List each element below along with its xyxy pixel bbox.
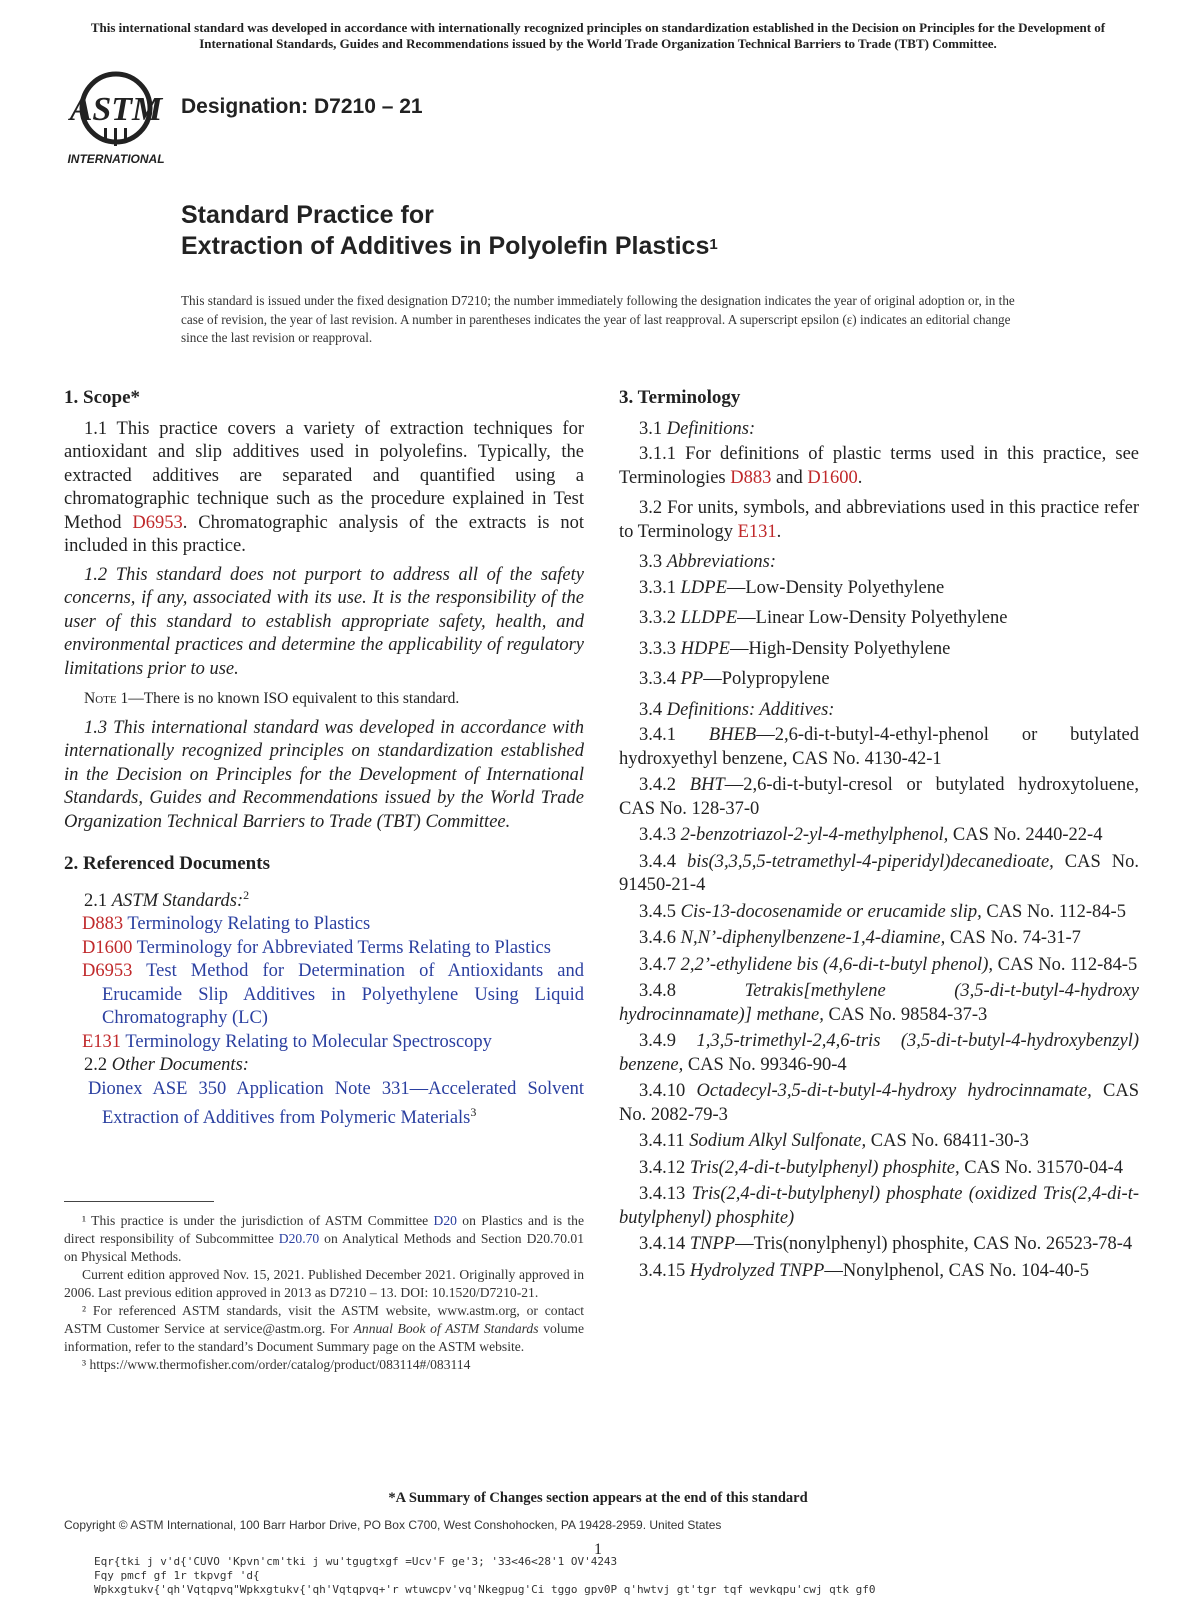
abbreviation-item: 3.3.1 LDPE—Low-Density Polyethylene <box>639 577 945 598</box>
right-column <box>619 386 1139 1286</box>
additive-item: 3.4.2 BHT—2,6-di-t-butyl-cresol or butylated hydroxytoluene, CAS No. 128-37-0 <box>619 775 1139 819</box>
designation: Designation: D7210 – 21 <box>181 95 423 118</box>
abbreviation-item: 3.3.2 LLDPE—Linear Low-Density Polyethylene <box>639 608 1008 628</box>
ref-dionex[interactable]: Dionex ASE 350 Application Note 331—Accelerated Solvent Extraction of Additives from Polymeric Materials$^3$ <box>88 1078 584 1129</box>
abbreviation-item: 3.3.3 HDPE—High-Density Polyethylene <box>639 638 951 659</box>
additive-item: 3.4.8 Tetrakis[methylene (3,5-di-t-butyl-4-hydroxy hydrocinnamate)] methane, CAS No. 98584-37-3 <box>619 981 1139 1025</box>
license-stamp <box>94 1555 875 1597</box>
license-line: Eqr{tki j v'd{'CUVO 'Kpvn'cm'tki j wu'tgugtxgf =Ucv'F ge'3; '33<46<28'1 OV'4243 <box>94 1555 618 1568</box>
ref-item[interactable] <box>82 913 584 937</box>
additive-item: 3.4.13 Tris(2,4-di-t-butylphenyl) phosphate (oxidized Tris(2,4-di-t-butylphenyl) phosphite) <box>619 1184 1139 1228</box>
note-1: Note 1—There is no known ISO equivalent to this standard. <box>84 690 460 707</box>
copyright: Copyright © ASTM International, 100 Barr Harbor Drive, PO Box C700, West Conshohocken, PA 19428-2959. United States <box>64 1518 722 1532</box>
ref-code[interactable]: E131 <box>82 1031 122 1052</box>
term-3-3: 3.3 Abbreviations: <box>639 552 777 572</box>
additive-item: 3.4.3 2-benzotriazol-2-yl-4-methylphenol, CAS No. 2440-22-4 <box>639 825 1103 845</box>
astm-logo <box>64 70 168 166</box>
additive-item: 3.4.12 Tris(2,4-di-t-butylphenyl) phosphite, CAS No. 31570-04-4 <box>639 1157 1124 1178</box>
left-column <box>64 386 584 1131</box>
abbreviations-list <box>619 577 1139 692</box>
ref-item[interactable] <box>82 960 584 1031</box>
additive-item: 3.4.9 1,3,5-trimethyl-2,4,6-tris (3,5-di-t-butyl-4-hydroxybenzyl) benzene, CAS No. 99346-90-4 <box>619 1031 1139 1075</box>
footnote-3: ³ https://www.thermofisher.com/order/catalog/product/083114#/083114 <box>82 1357 471 1372</box>
link-d1600[interactable]: D1600 <box>807 467 858 488</box>
additive-item: 3.4.6 N,N’-diphenylbenzene-1,4-diamine, CAS No. 74-31-7 <box>639 928 1081 948</box>
ref-title[interactable]: Terminology for Abbreviated Terms Relating to Plastics <box>132 937 551 958</box>
ref-title[interactable]: Terminology Relating to Molecular Spectroscopy <box>121 1031 492 1052</box>
ref-title[interactable]: Terminology Relating to Plastics <box>123 914 371 935</box>
additive-item: 3.4.7 2,2’-ethylidene bis (4,6-di-t-butyl phenol), CAS No. 112-84-5 <box>639 954 1138 975</box>
refdocs-2-1: 2.1 ASTM Standards:$^2$ <box>84 887 250 911</box>
title-footnote-mark[interactable]: 1 <box>709 236 718 253</box>
term-3-1-1: 3.1.1 For definitions of plastic terms used in this practice, see Terminologies D883 and D1600. <box>619 444 1139 488</box>
top-notice: This international standard was developed in accordance with internationally recognized principles on standardization established in the Decision on Principles for the Development of International Standards, Guides and Recommendations issued by the World Trade Organization Technical Barriers to Trade (TBT) Committee. <box>90 20 1106 51</box>
term-3-4: 3.4 Definitions: Additives: <box>639 699 835 720</box>
footnotes <box>64 1212 584 1374</box>
license-line: Wpkxgtukv{'qh'Vqtqpvq"Wpkxgtukv{'qh'Vqtqpvq+'r wtuwcpv'vq'Nkegpug'Ci tggo gpv0P q'hwtvj gt'tgr tqf wevkqpu'cwj qtk gf0 <box>94 1583 876 1596</box>
scope-1-3: 1.3 This international standard was developed in accordance with internationally recognized principles on standardization established in the Decision on Principles for the Development of International Standards, Guides and Recommendations issued by the World Trade Organization Technical Barriers to Trade (TBT) Committee. <box>64 717 584 832</box>
additive-item: 3.4.11 Sodium Alkyl Sulfonate, CAS No. 68411-30-3 <box>639 1131 1029 1151</box>
ref-code[interactable]: D883 <box>82 914 124 935</box>
footnote-2: ² For referenced ASTM standards, visit the ASTM website, www.astm.org, or contact ASTM Customer Service at service@astm.org. For Annual Book of ASTM Standards volume information, refer to the standard’s Document Summary page on the ASTM website. <box>64 1303 584 1354</box>
link-e131[interactable]: E131 <box>737 521 777 542</box>
title-line-2: Extraction of Additives in Polyolefin Plastics <box>181 232 710 260</box>
link-d883[interactable]: D883 <box>730 467 772 488</box>
footnote-rule <box>64 1201 214 1202</box>
svg-text:ASTM: ASTM <box>69 91 163 128</box>
document-title <box>181 200 718 262</box>
ref-code[interactable]: D1600 <box>82 937 133 958</box>
additive-item: 3.4.14 TNPP—Tris(nonylphenyl) phosphite, CAS No. 26523-78-4 <box>639 1234 1133 1254</box>
additive-item: 3.4.15 Hydrolyzed TNPP—Nonylphenol, CAS No. 104-40-5 <box>639 1260 1089 1281</box>
footnote-1: ¹ This practice is under the jurisdiction of ASTM Committee D20 on Plastics and is the direct responsibility of Subcommittee D20.70 on Analytical Methods and Section D20.70.01 on Physical Methods. <box>64 1213 584 1264</box>
ref-code[interactable]: D6953 <box>82 961 133 982</box>
additive-item: 3.4.5 Cis-13-docosenamide or erucamide slip, CAS No. 112-84-5 <box>639 901 1126 922</box>
additive-item: 3.4.4 bis(3,3,5,5-tetramethyl-4-piperidyl)decanedioate, CAS No. 91450-21-4 <box>619 851 1139 895</box>
license-line: Fqy pmcf gf 1r tkpvgf 'd{ <box>94 1569 260 1582</box>
abbreviation-item: 3.3.4 PP—Polypropylene <box>639 669 830 689</box>
ref-item[interactable] <box>82 937 584 961</box>
link-d20[interactable]: D20 <box>433 1213 457 1228</box>
scope-heading: 1. Scope* <box>64 387 140 408</box>
additives-list <box>619 724 1139 1283</box>
term-3-2: 3.2 For units, symbols, and abbreviations used in this practice refer to Terminology E131. <box>619 498 1139 542</box>
terminology-heading: 3. Terminology <box>619 387 741 408</box>
link-d6953[interactable]: D6953 <box>132 512 183 533</box>
title-line-1: Standard Practice for <box>181 201 434 229</box>
logo-text: INTERNATIONAL <box>67 152 165 166</box>
term-3-1: 3.1 Definitions: <box>639 418 756 439</box>
scope-1-2: 1.2 This standard does not purport to address all of the safety concerns, if any, associated with its use. It is the responsibility of the user of this standard to establish appropriate safety, health, and environmental practices and determine the applicability of regulatory limitations prior to use. <box>64 564 584 679</box>
refdocs-2-2: 2.2 Other Documents: <box>84 1055 249 1076</box>
additive-item: 3.4.1 BHEB—2,6-di-t-butyl-4-ethyl-phenol or butylated hydroxyethyl benzene, CAS No. 4130-42-1 <box>619 725 1140 769</box>
footnote-1-edition: Current edition approved Nov. 15, 2021. Published December 2021. Originally approved in 2006. Last previous edition approved in 2013 as D7210 – 13. DOI: 10.1520/D7210-21. <box>64 1267 584 1300</box>
link-d20-70[interactable]: D20.70 <box>278 1231 320 1246</box>
astm-standards-list <box>64 913 584 1054</box>
additive-item: 3.4.10 Octadecyl-3,5-di-t-butyl-4-hydroxy hydrocinnamate, CAS No. 2082-79-3 <box>619 1081 1139 1125</box>
page-number: 1 <box>594 1541 602 1558</box>
scope-1-1: 1.1 This practice covers a variety of extraction techniques for antioxidant and slip additives used in polyolefins. Typically, the extracted additives are separated and quantified using a chromatographic technique such as the procedure explained in Test Method D6953. Chromatographic analysis of the extracts is not included in this practice. <box>64 418 584 556</box>
ref-title[interactable]: Test Method for Determination of Antioxidants and Erucamide Slip Additives in Polyethylene Using Liquid Chromatography (LC) <box>102 961 584 1029</box>
summary-note: *A Summary of Changes section appears at the end of this standard <box>388 1490 808 1506</box>
ref-item[interactable] <box>82 1031 584 1055</box>
refdocs-heading: 2. Referenced Documents <box>64 853 270 874</box>
issue-note: This standard is issued under the fixed designation D7210; the number immediately following the designation indicates the year of original adoption or, in the case of revision, the year of last revision. A number in parentheses indicates the year of last reapproval. A superscript epsilon (ε) indicates an editorial change since the last revision or reapproval. <box>181 293 1015 345</box>
